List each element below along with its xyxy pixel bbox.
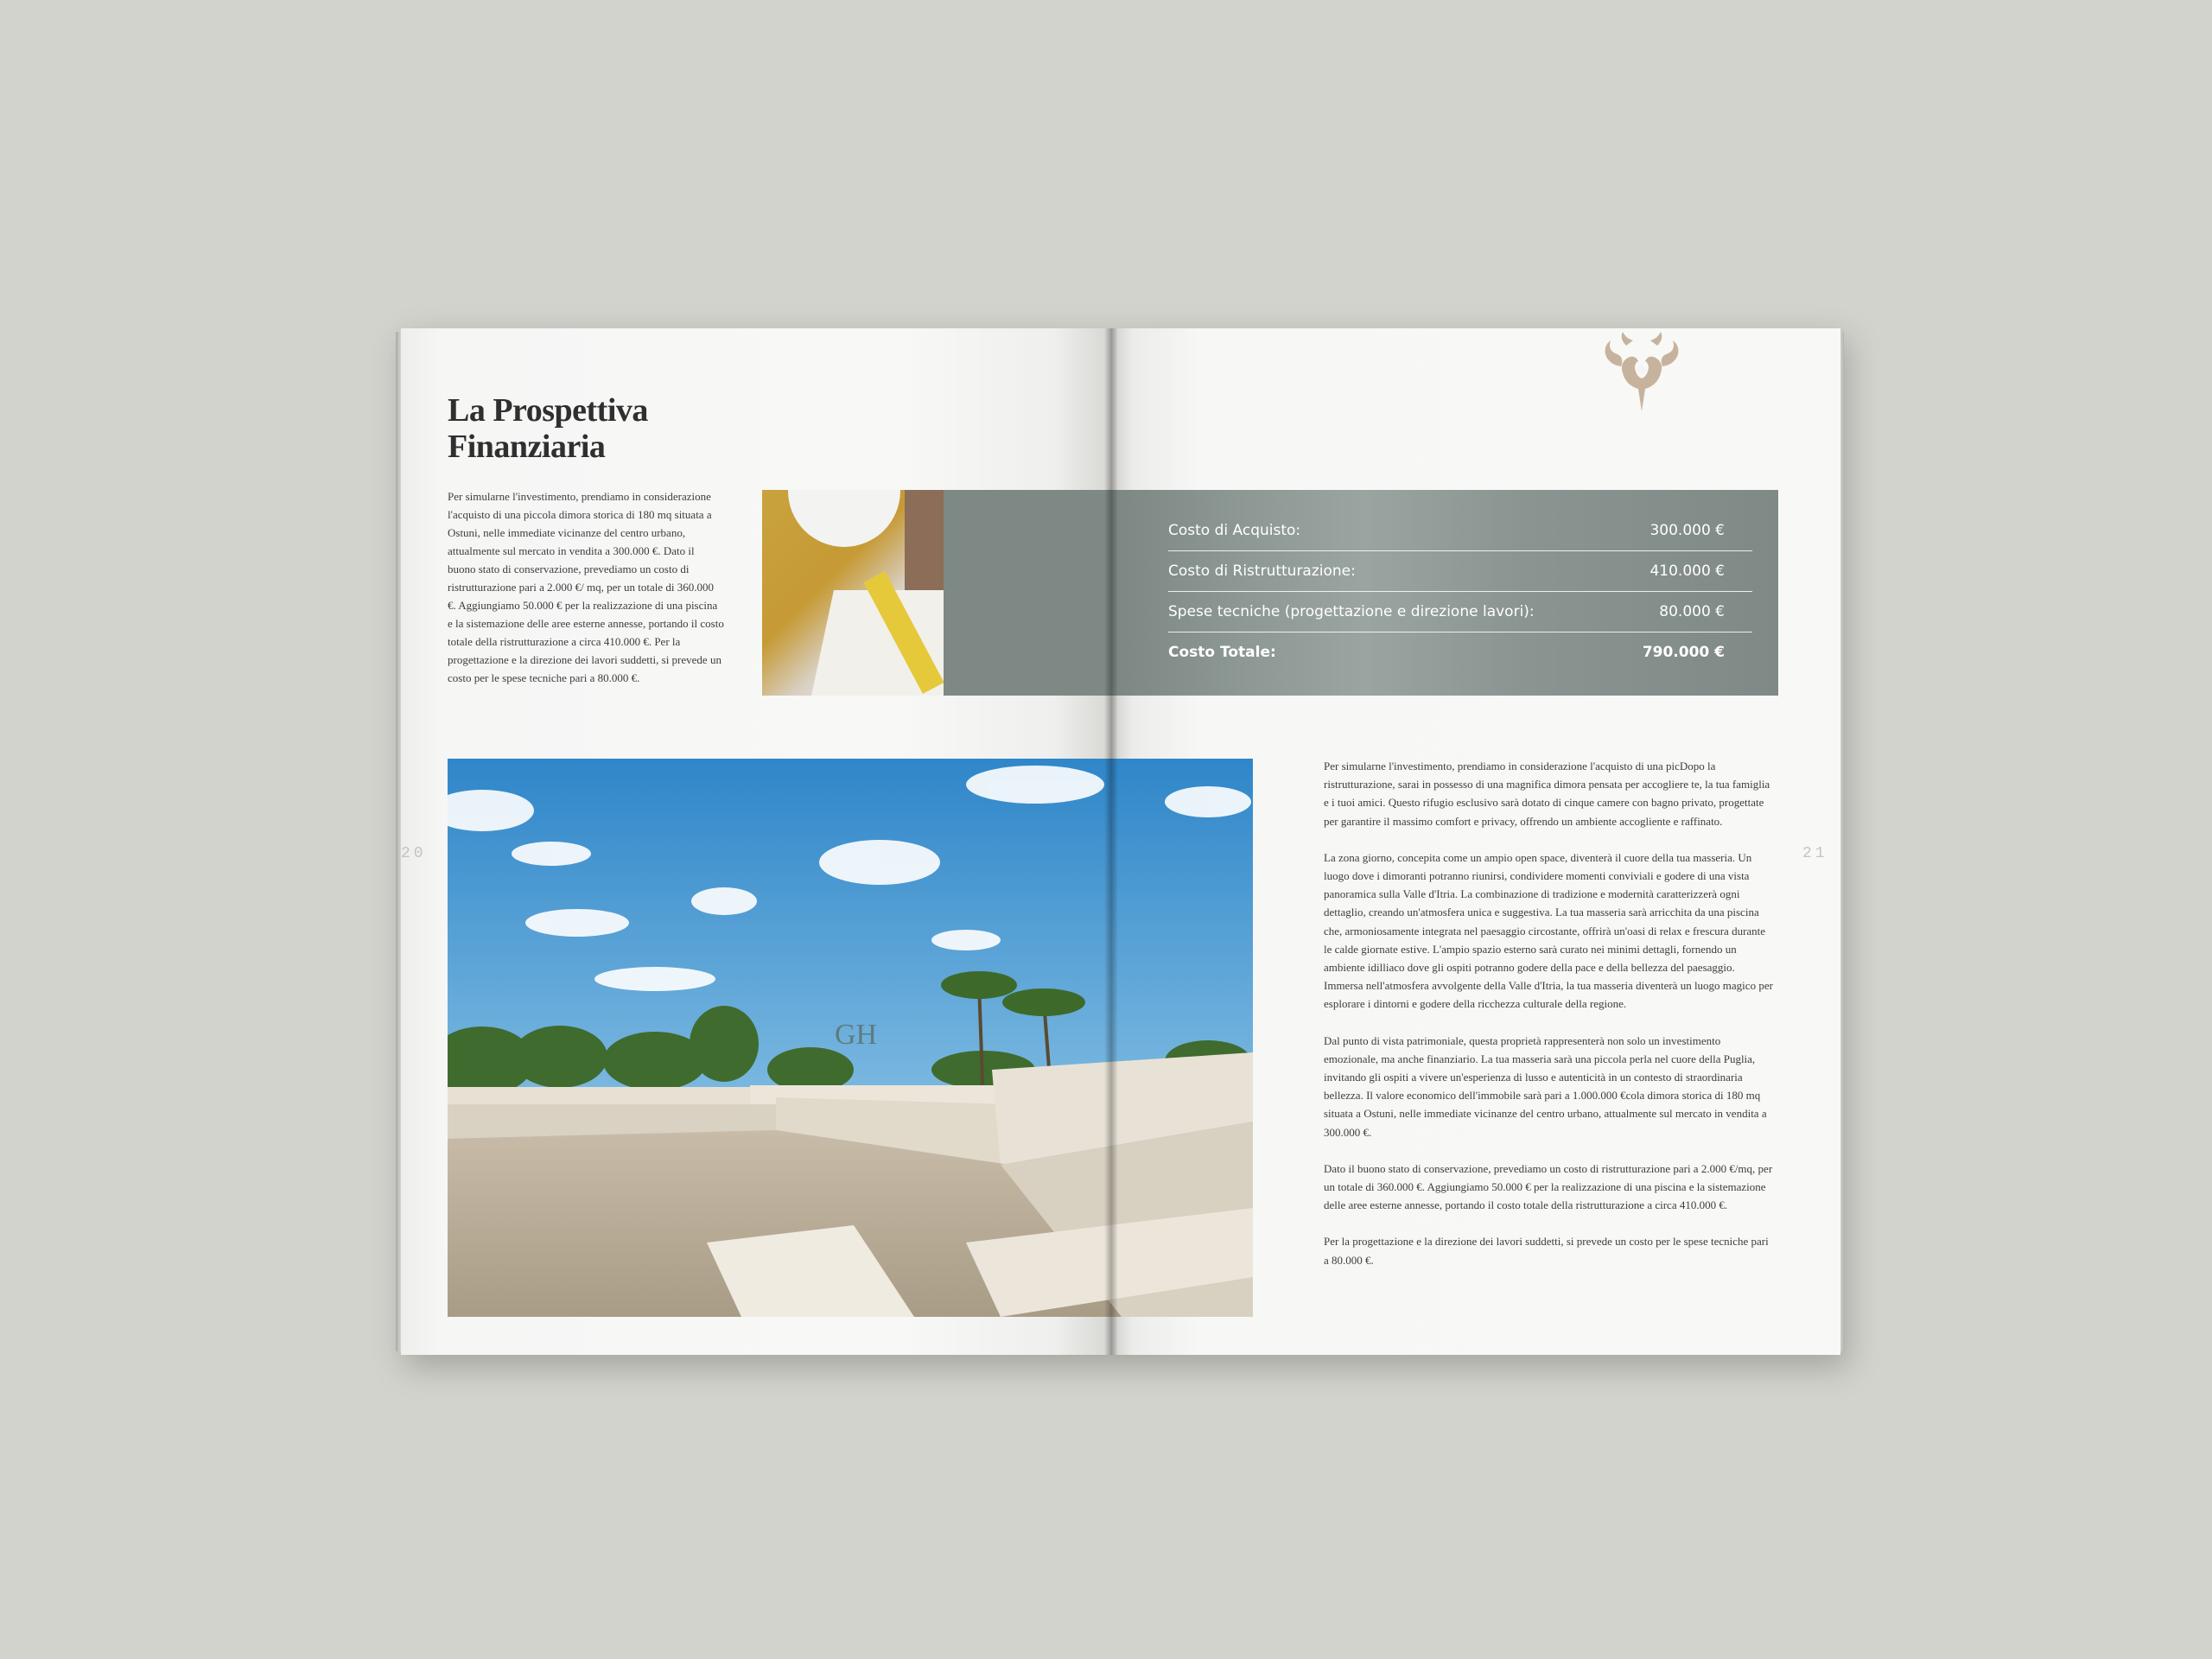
cost-value: 410.000 € xyxy=(1649,563,1725,580)
body-paragraph: Per simularne l'investimento, prendiamo in considerazione l'acquisto di una picDopo la ristrutturazione, sarai in possesso di una magnifica dimora pensata per accogliere te, la tua famiglia e i tuoi amici. Questo rifugio esclusivo sarà dotato di cinque camere con bagno privato, progettate per garantire il massimo comfort e privacy, offrendo un ambiente accogliente e raffinato. xyxy=(1324,760,1770,828)
cost-row-renovation xyxy=(1168,551,1752,592)
cost-label: Costo Totale: xyxy=(1168,644,1276,661)
body-paragraph: Dal punto di vista patrimoniale, questa proprietà rappresenterà non solo un investimento emozionale, ma anche finanziario. La tua masseria sarà una piccola perla nel cuore della Puglia, invitando gli ospiti a vivere un'esperienza di lusso e autenticità in un contesto di straordinaria bellezza. Il valore economico dell'immobile sarà pari a 1.000.000 €cola dimora storica di 180 mq situata a Ostuni, nelle immediate vicinanze del centro urbano, attualmente sul mercato in vendita a 300.000 €. xyxy=(1324,1033,1767,1139)
photo-watermark: GH xyxy=(835,1019,878,1051)
title-line-1: La Prospettiva xyxy=(448,392,648,429)
cost-summary-table xyxy=(1111,490,1778,696)
ornament-icon xyxy=(1600,328,1683,415)
body-paragraph: Dato il buono stato di conservazione, prevediamo un costo di ristrutturazione pari a 2.000 €/mq, per un totale di 360.000 €. Aggiungiamo 50.000 € per la realizzazione di una piscina e la sistemazione delle aree esterne annesse, portando il costo totale della ristrutturazione a circa 410.000 €. xyxy=(1324,1161,1773,1212)
cost-label: Costo di Acquisto: xyxy=(1168,522,1301,539)
cost-value: 790.000 € xyxy=(1642,644,1725,661)
cost-label: Spese tecniche (progettazione e direzione lavori): xyxy=(1168,603,1535,620)
construction-workers-photo xyxy=(762,490,1111,696)
body-text xyxy=(1324,757,1773,1287)
body-paragraph: Per la progettazione e la direzione dei lavori suddetti, si prevede un costo per le spese tecniche pari a 80.000 €. xyxy=(1324,1235,1769,1267)
photo-hard-hat xyxy=(788,490,900,547)
terrace-photo-image xyxy=(448,759,1253,1317)
title-line-2: Finanziaria xyxy=(448,429,606,465)
photo-table-band-overlap xyxy=(944,490,1111,696)
cost-row-purchase xyxy=(1168,511,1752,551)
page-title xyxy=(448,392,648,465)
intro-paragraph: Per simularne l'investimento, prendiamo in considerazione l'acquisto di una piccola dimora storica di 180 mq situata a Ostuni, nelle immediate vicinanze del centro urbano, attualmente sul mercato in vendita a 300.000 €. Dato il buono stato di conservazione, prevediamo un costo di ristrutturazione pari a 2.000 €/ mq, per un totale di 360.000 €. Aggiungiamo 50.000 € per la realizzazione di una piscina e la sistemazione delle aree esterne annesse, portando il costo totale della ristrutturazione a circa 410.000 €. Per la progettazione e la direzione dei lavori suddetti, si prevede un costo per le spese tecniche pari a 80.000 €. xyxy=(448,490,724,684)
cost-value: 300.000 € xyxy=(1649,522,1725,539)
cost-row-technical xyxy=(1168,592,1752,632)
page-number-right: 21 xyxy=(1802,845,1828,862)
cost-value: 80.000 € xyxy=(1659,603,1725,620)
page-number-left: 20 xyxy=(401,845,427,862)
body-paragraph: La zona giorno, concepita come un ampio open space, diventerà il cuore della tua masseria. Un luogo dove i dimoranti potranno riunirsi, condividere momenti conviviali e godere di una vista panoramica sulla Valle d'Itria. La combinazione di tradizione e modernità caratterizzerà ogni dettaglio, creando un'atmosfera unica e suggestiva. La tua masseria sarà arricchita da una piscina che, armoniosamente integrata nel paesaggio circostante, offrirà un'oasi di relax e frescura durante le calde giornate estive. L'ampio spazio esterno sarà curato nei minimi dettagli, fornendo un ambiente idilliaco dove gli ospiti potranno godere della pace e della bellezza del paesaggio. Immersa nell'atmosfera avvolgente della Valle d'Itria, la tua masseria diventerà un luogo magico per esplorare i dintorni e godere della ricchezza culturale della regione. xyxy=(1324,850,1773,1011)
terrace-landscape-photo xyxy=(448,759,1253,1317)
cost-label: Costo di Ristrutturazione: xyxy=(1168,563,1356,580)
cost-row-total xyxy=(1168,632,1752,672)
magazine-spine xyxy=(1104,328,1118,1355)
